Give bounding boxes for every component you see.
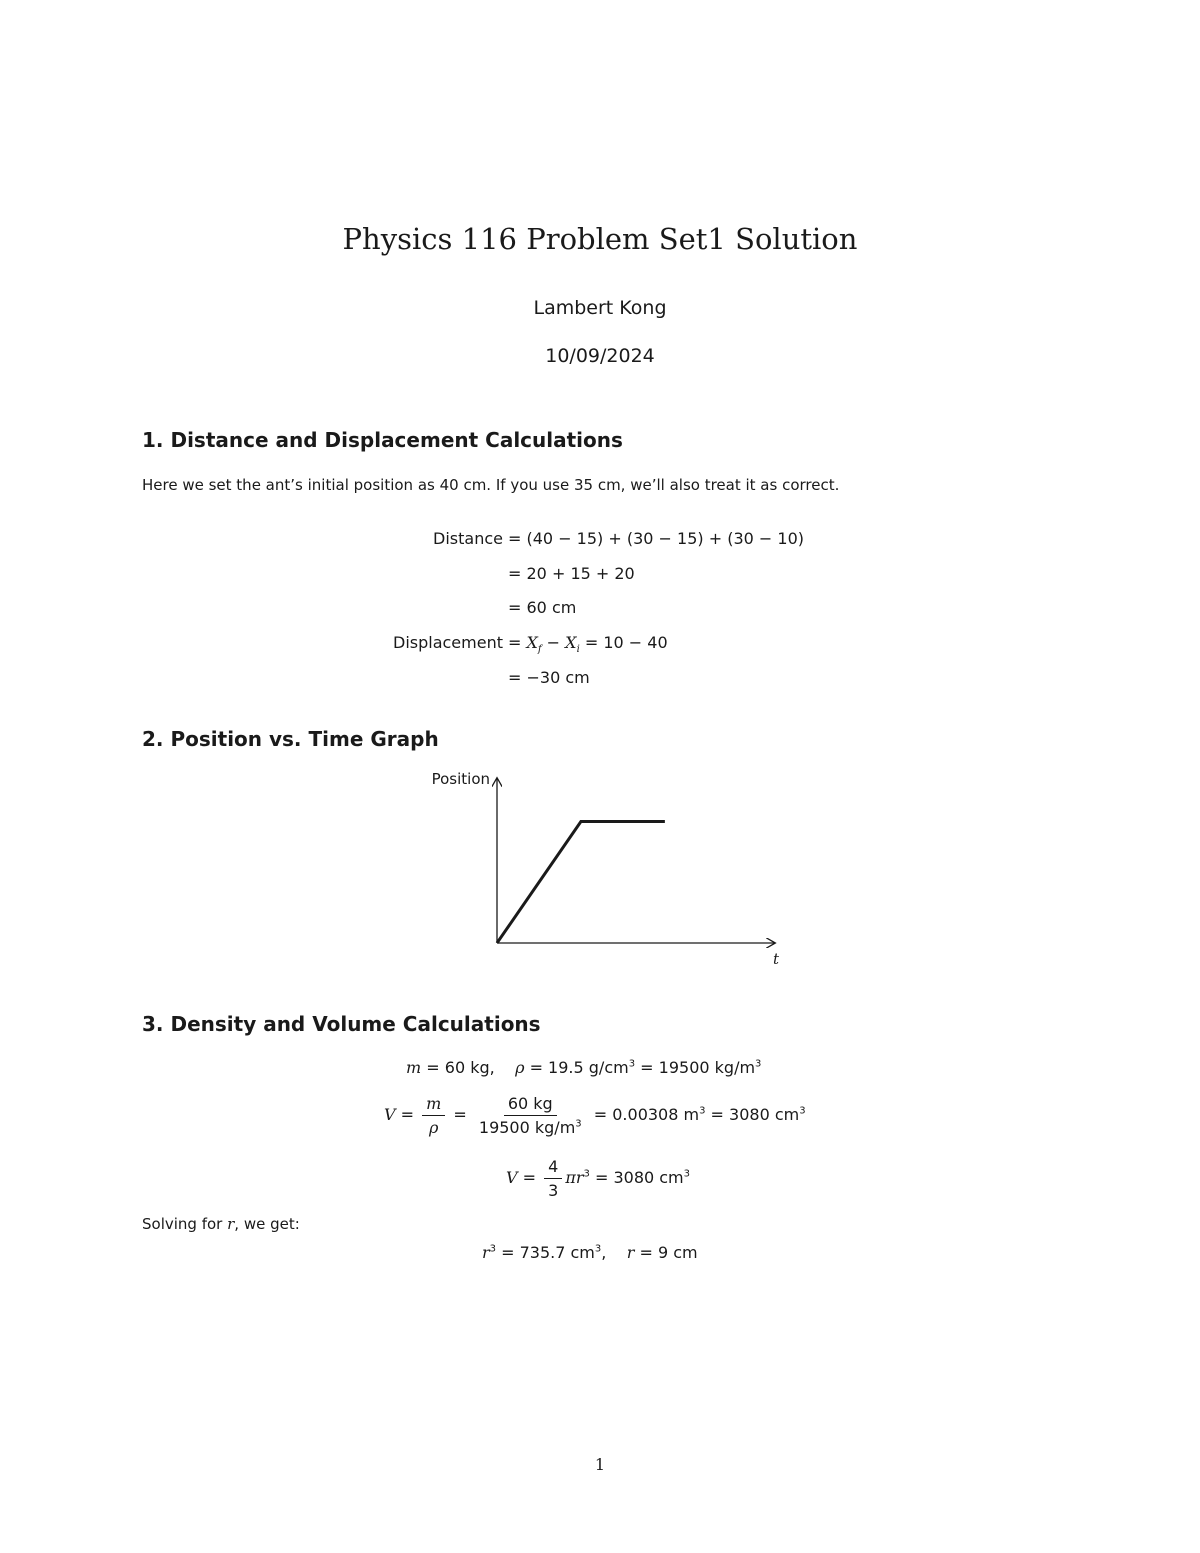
distance-line1: = (40 − 15) + (30 − 15) + (30 − 10) [508,529,804,548]
sphere-volume-equation: V = $\frac{4}{3}$ $\pi r^3 = 3080$ $cm^3$ [506,1157,691,1200]
document-date: 10/09/2024 [545,345,655,367]
fraction-m-over-rho: $\frac{m}{\rho}$ [422,1094,445,1137]
section1-heading: 1. Distance and Displacement Calculations [142,428,623,452]
fraction-mass-over-density: $\frac{60 kg}{19500 kg/m^3}$ [478,1094,582,1137]
section1-intro: Here we set the ant’s initial position as 40 cm. If you use 35 cm, we’ll also treat it as correct. [142,476,840,494]
distance-line2: = 20 + 15 + 20 [508,564,635,583]
distance-line3: = 60 cm [508,598,577,617]
position-time-graph [400,765,800,975]
document-title: Physics 116 Problem Set1 Solution [342,222,858,256]
page-number: 1 [594,1455,606,1474]
displacement-label: Displacement [393,633,503,652]
displacement-line1: = $X_f - X_i = 10 - 40$ [508,633,668,656]
displacement-line2: = −30 cm [508,668,590,687]
distance-label: Distance [433,529,503,548]
solve-text: Solving for r, we get: [142,1215,300,1233]
x-axis-label: t [772,950,780,968]
radius-result: $r^3 = 735.7$ $cm^3$, r = 9 cm [482,1243,698,1262]
fraction-four-thirds: $\frac{4}{3}$ [544,1157,562,1200]
section3-heading: 3. Density and Volume Calculations [142,1012,541,1036]
volume-equation: V = $\frac{m}{\rho}$ = $\frac{60 kg}{19500 kg/m^3}$ = 0.00308 $m^3 = 3080$ $cm^3$ [384,1094,806,1137]
author-name: Lambert Kong [533,297,667,319]
section2-heading: 2. Position vs. Time Graph [142,727,439,751]
position-series-line [497,822,665,943]
y-axis-label: Position [431,770,490,788]
density-given-line: m = 60 kg, ρ = 19.5 $g/cm^3 = 19500$ $kg/m^3$ [406,1058,762,1077]
